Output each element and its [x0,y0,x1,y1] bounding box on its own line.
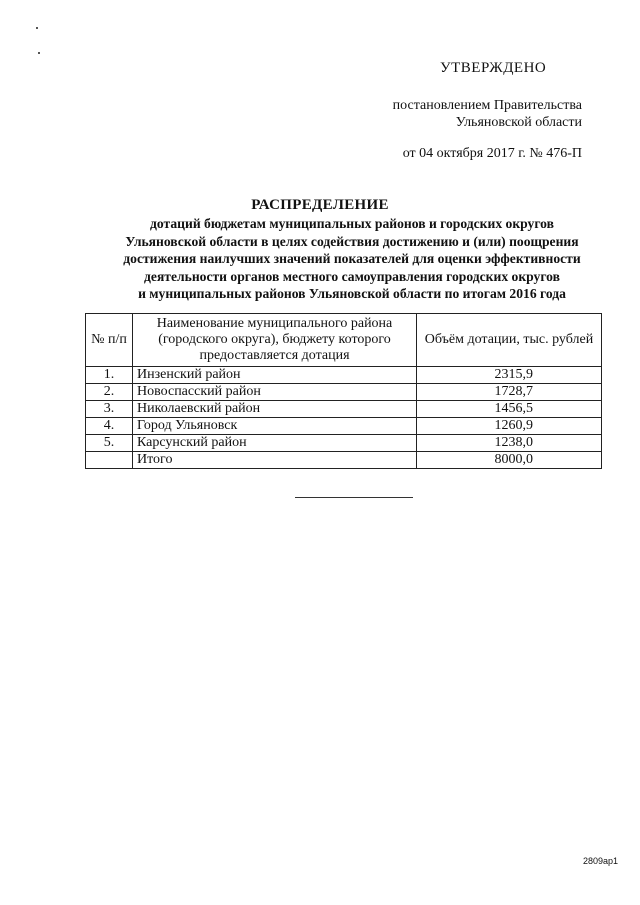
row-value: 1728,7 [417,384,602,401]
row-name: Николаевский район [133,401,417,418]
subtitle-line: и муниципальных районов Ульяновской области по итогам 2016 года [138,286,566,301]
table-row [86,401,602,418]
approval-date-line: от 04 октября 2017 г. № 476-П [402,146,582,161]
subtitle-line: деятельности органов местного самоуправления городских округов [144,268,560,284]
subtitle-line: достижения наилучших значений показателей для оценки эффективности [123,251,581,266]
table-total-row [86,452,602,469]
row-name: Инзенский район [133,367,417,384]
subtitle-line: дотаций бюджетам муниципальных районов и городских округов [150,216,554,231]
closing-rule [295,497,413,498]
total-value: 8000,0 [417,452,602,469]
row-name: Карсунский район [133,435,417,452]
subtitle-line: Ульяновской области в целях содействия достижению и (или) поощрения [125,233,579,249]
approval-line-1: постановлением Правительства [392,98,582,113]
distribution-table [85,313,602,469]
header-name: Наименование муниципального района (городского округа), бюджету которого предоставляется дотация [133,314,417,367]
document-title: РАСПРЕДЕЛЕНИЕ [251,197,389,213]
header-value: Объём дотации, тыс. рублей [417,314,602,367]
header-number: № п/п [86,314,133,367]
total-label: Итого [133,452,417,469]
row-value: 1238,0 [417,435,602,452]
row-name: Город Ульяновск [133,418,417,435]
row-number: 3. [86,401,133,418]
row-value: 2315,9 [417,367,602,384]
page-code: 2809ар1 [582,856,618,866]
total-number [86,452,133,469]
row-value: 1260,9 [417,418,602,435]
approval-line-2: Ульяновской области [455,115,582,130]
table-row [86,367,602,384]
approval-heading: УТВЕРЖДЕНО [440,60,547,76]
row-number: 2. [86,384,133,401]
row-number: 4. [86,418,133,435]
table-header-row [86,314,602,367]
scan-dot [38,52,40,54]
row-value: 1456,5 [417,401,602,418]
table-row [86,418,602,435]
row-number: 5. [86,435,133,452]
table-row [86,384,602,401]
scan-dot [36,27,38,29]
document-subtitle [92,215,612,303]
row-name: Новоспасский район [133,384,417,401]
row-number: 1. [86,367,133,384]
table-row [86,435,602,452]
